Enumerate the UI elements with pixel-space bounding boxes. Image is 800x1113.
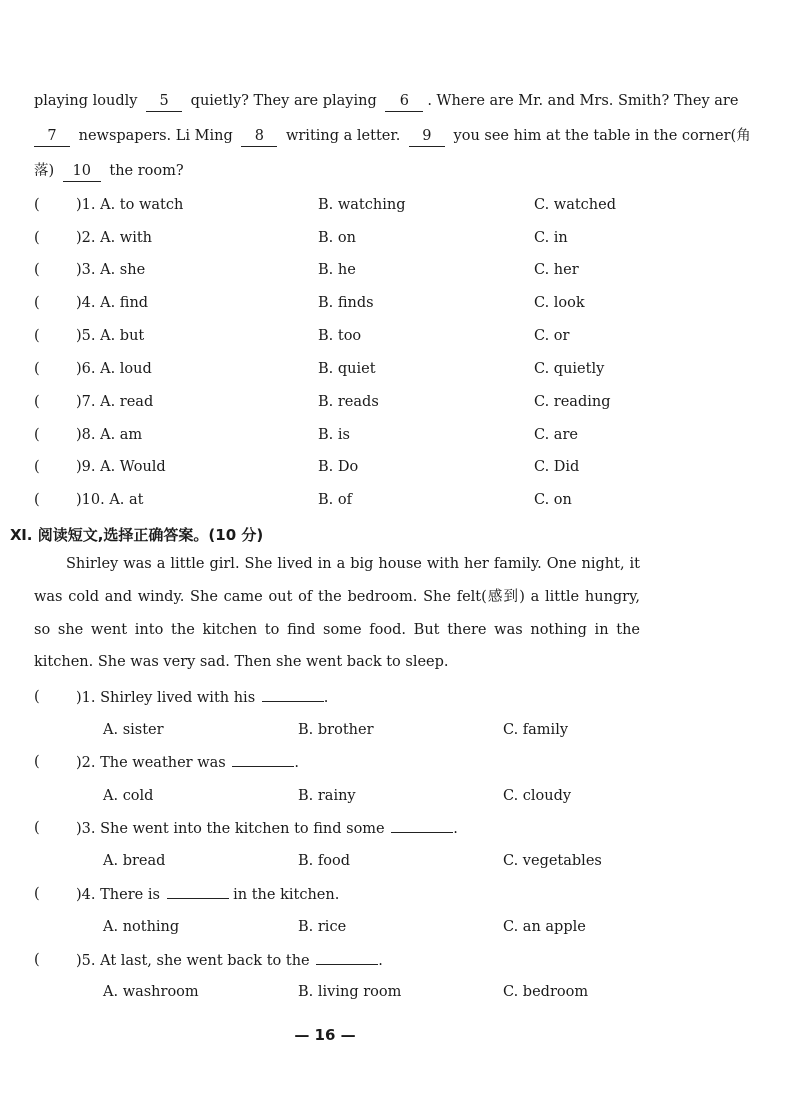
answer-paren[interactable]: (	[34, 262, 40, 278]
option-b: B. finds	[318, 295, 374, 311]
stem-text: )1. Shirley lived with his	[76, 690, 256, 706]
answer-paren[interactable]: (	[34, 689, 40, 705]
stem-end: in the kitchen.	[233, 887, 340, 903]
answer-blank	[316, 950, 378, 965]
blank-9: 9	[409, 126, 445, 147]
answer-paren[interactable]: (	[34, 197, 40, 213]
stem-end: .	[323, 690, 329, 706]
option-c: C. in	[534, 230, 568, 246]
option-b: B. too	[318, 328, 362, 344]
option-c: C. quietly	[534, 361, 605, 377]
option-b: B. rainy	[298, 788, 356, 804]
cloze-line-2	[34, 126, 751, 147]
option-b: B. he	[318, 262, 356, 278]
option-b: B. Do	[318, 459, 359, 475]
option-a: )10. A. at	[76, 492, 144, 508]
stem-end: .	[453, 821, 458, 837]
answer-paren[interactable]: (	[34, 886, 40, 902]
option-b: B. quiet	[318, 361, 376, 377]
option-c: C. Did	[534, 459, 580, 475]
cloze-text: 落)	[34, 163, 55, 179]
answer-paren[interactable]: (	[34, 427, 40, 443]
option-c: C. look	[534, 295, 585, 311]
option-c: C. her	[534, 262, 579, 278]
option-c: C. cloudy	[503, 788, 572, 804]
blank-5: 5	[146, 91, 182, 112]
option-a: )6. A. loud	[76, 361, 152, 377]
answer-paren[interactable]: (	[34, 952, 40, 968]
cloze-text: you see him at the table in the corner(角	[453, 128, 751, 144]
blank-7: 7	[34, 126, 70, 147]
option-a: A. sister	[103, 722, 164, 738]
stem-end: .	[294, 755, 299, 771]
question-stem	[76, 884, 339, 905]
option-c: C. an apple	[503, 919, 586, 935]
option-b: B. of	[318, 492, 352, 508]
cloze-text: the room?	[109, 163, 184, 179]
option-a: )1. A. to watch	[76, 197, 184, 213]
option-a: A. washroom	[103, 984, 199, 1000]
option-b: B. food	[298, 853, 350, 869]
stem-text: )3. She went into the kitchen to find some	[76, 821, 385, 837]
answer-blank	[167, 884, 229, 899]
blank-8: 8	[241, 126, 277, 147]
option-b: B. rice	[298, 919, 347, 935]
cloze-text: quietly? They are playing	[190, 93, 377, 109]
answer-blank	[262, 687, 324, 702]
option-c: C. family	[503, 722, 569, 738]
option-c: C. bedroom	[503, 984, 589, 1000]
option-b: B. watching	[318, 197, 406, 213]
option-b: B. brother	[298, 722, 374, 738]
option-b: B. reads	[318, 394, 379, 410]
answer-paren[interactable]: (	[34, 328, 40, 344]
answer-paren[interactable]: (	[34, 295, 40, 311]
option-a: A. bread	[103, 853, 166, 869]
option-a: )5. A. but	[76, 328, 145, 344]
stem-text: )2. The weather was	[76, 755, 226, 771]
option-a: )8. A. am	[76, 427, 143, 443]
question-stem	[76, 818, 458, 839]
option-a: A. nothing	[103, 919, 180, 935]
option-c: C. reading	[534, 394, 611, 410]
passage-text: Shirley was a little girl. She lived in a big house with her family. One night, it was cold and windy. She came out of the bedroom. She felt(感到) a little hungry, so she went into the kitchen to find some food. But there was nothing in the kitchen. She was very sad. Then she went back to sleep.	[34, 556, 640, 671]
option-c: C. vegetables	[503, 853, 602, 869]
option-a: )3. A. she	[76, 262, 146, 278]
cloze-text: . Where are Mr. and Mrs. Smith? They are	[427, 93, 739, 109]
answer-paren[interactable]: (	[34, 754, 40, 770]
reading-passage	[34, 548, 640, 679]
option-c: C. on	[534, 492, 572, 508]
answer-blank	[232, 752, 294, 767]
cloze-text: writing a letter.	[285, 128, 401, 144]
cloze-line-1	[34, 91, 738, 112]
answer-paren[interactable]: (	[34, 820, 40, 836]
page-number: — 16 —	[294, 1026, 356, 1044]
option-c: C. are	[534, 427, 578, 443]
stem-text: )5. At last, she went back to the	[76, 953, 310, 969]
answer-paren[interactable]: (	[34, 394, 40, 410]
blank-6: 6	[385, 91, 423, 112]
cloze-line-3	[34, 161, 184, 182]
answer-paren[interactable]: (	[34, 361, 40, 377]
option-b: B. living room	[298, 984, 402, 1000]
option-b: B. on	[318, 230, 356, 246]
blank-10: 10	[63, 161, 101, 182]
question-stem	[76, 950, 383, 971]
option-a: )4. A. find	[76, 295, 149, 311]
option-b: B. is	[318, 427, 350, 443]
option-a: A. cold	[103, 788, 154, 804]
section-heading: Ⅺ. 阅读短文,选择正确答案。(10 分)	[10, 526, 264, 544]
option-a: )7. A. read	[76, 394, 154, 410]
stem-text: )4. There is	[76, 887, 160, 903]
option-c: C. or	[534, 328, 570, 344]
option-a: )2. A. with	[76, 230, 153, 246]
stem-end: .	[378, 953, 383, 969]
answer-paren[interactable]: (	[34, 492, 40, 508]
answer-paren[interactable]: (	[34, 230, 40, 246]
option-c: C. watched	[534, 197, 617, 213]
cloze-text: newspapers. Li Ming	[78, 128, 233, 144]
cloze-text: playing loudly	[34, 93, 138, 109]
question-stem	[76, 687, 328, 708]
answer-paren[interactable]: (	[34, 459, 40, 475]
question-stem	[76, 752, 299, 773]
answer-blank	[391, 818, 453, 833]
option-a: )9. A. Would	[76, 459, 166, 475]
